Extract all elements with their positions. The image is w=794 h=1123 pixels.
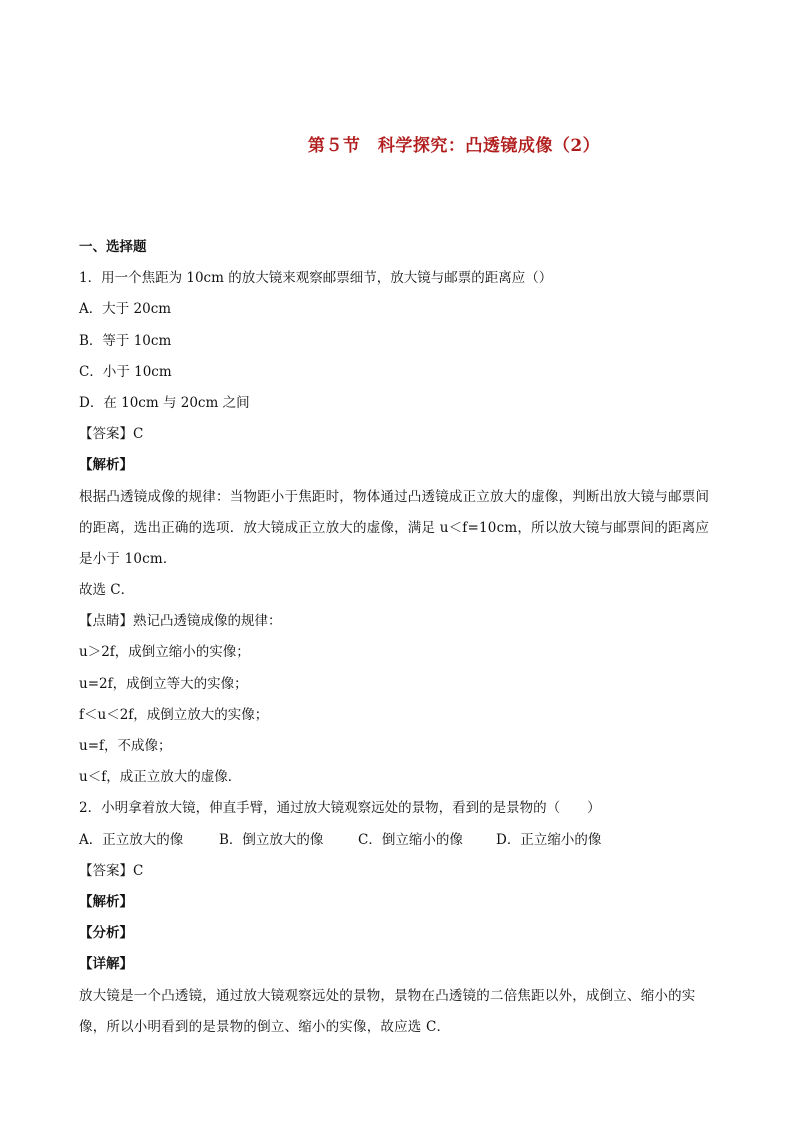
question-2-fenxi-label: 【分析】 (79, 925, 133, 942)
question-1-conclusion: 故选 C． (79, 582, 135, 599)
question-2-detail-label: 【详解】 (79, 956, 133, 973)
question-1-tip: 【点睛】熟记凸透镜成像的规律： (79, 613, 282, 630)
rule-item: f＜u＜2f，成倒立放大的实像； (79, 706, 269, 723)
question-2-option-a: A．正立放大的像 (79, 831, 184, 848)
rule-item: u=f，不成像； (79, 738, 172, 755)
question-2-option-c: C．倒立缩小的像 (358, 831, 463, 848)
rule-item: u＞2f，成倒立缩小的实像； (79, 644, 250, 661)
question-1-stem: 1．用一个焦距为 10cm 的放大镜来观察邮票细节，放大镜与邮票的距离应（） (79, 270, 553, 287)
question-1-option-b: B．等于 10cm (79, 332, 172, 349)
question-2-option-d: D．正立缩小的像 (496, 831, 602, 848)
question-2-answer: 【答案】C (79, 862, 144, 879)
question-1-option-a: A．大于 20cm (79, 301, 172, 318)
question-2-option-b: B．倒立放大的像 (219, 831, 324, 848)
question-1-answer: 【答案】C (79, 426, 144, 443)
question-2-stem: 2．小明拿着放大镜，伸直手臂，通过放大镜观察远处的景物，看到的是景物的（ ） (79, 800, 601, 817)
document-body (79, 232, 719, 1043)
page-title: 第５节 科学探究：凸透镜成像（2） (307, 136, 601, 156)
section-heading: 一、选择题 (79, 239, 147, 255)
question-1-option-c: C．小于 10cm (79, 363, 172, 380)
rule-item: u＜f，成正立放大的虚像． (79, 769, 242, 786)
question-1-option-d: D．在 10cm 与 20cm 之间 (79, 394, 250, 411)
question-2-analysis-label: 【解析】 (79, 893, 133, 910)
question-1-analysis-text: 根据凸透镜成像的规律：当物距小于焦距时，物体通过凸透镜成正立放大的虚像，判断出放大镜与邮票间的距离，选出正确的选项．放大镜成正立放大的虚像，满足 u＜f=10cm，所以放大镜与邮票间的距离应是小于 10cm． (79, 488, 710, 567)
question-2-detail-text: 放大镜是一个凸透镜，通过放大镜观察远处的景物，景物在凸透镜的二倍焦距以外，成倒立、缩小的实像，所以小明看到的是景物的倒立、缩小的实像，故应选 C． (79, 987, 696, 1035)
question-2-options (79, 825, 719, 856)
question-1-analysis-label: 【解析】 (79, 457, 133, 474)
rule-item: u=2f，成倒立等大的实像； (79, 675, 248, 692)
